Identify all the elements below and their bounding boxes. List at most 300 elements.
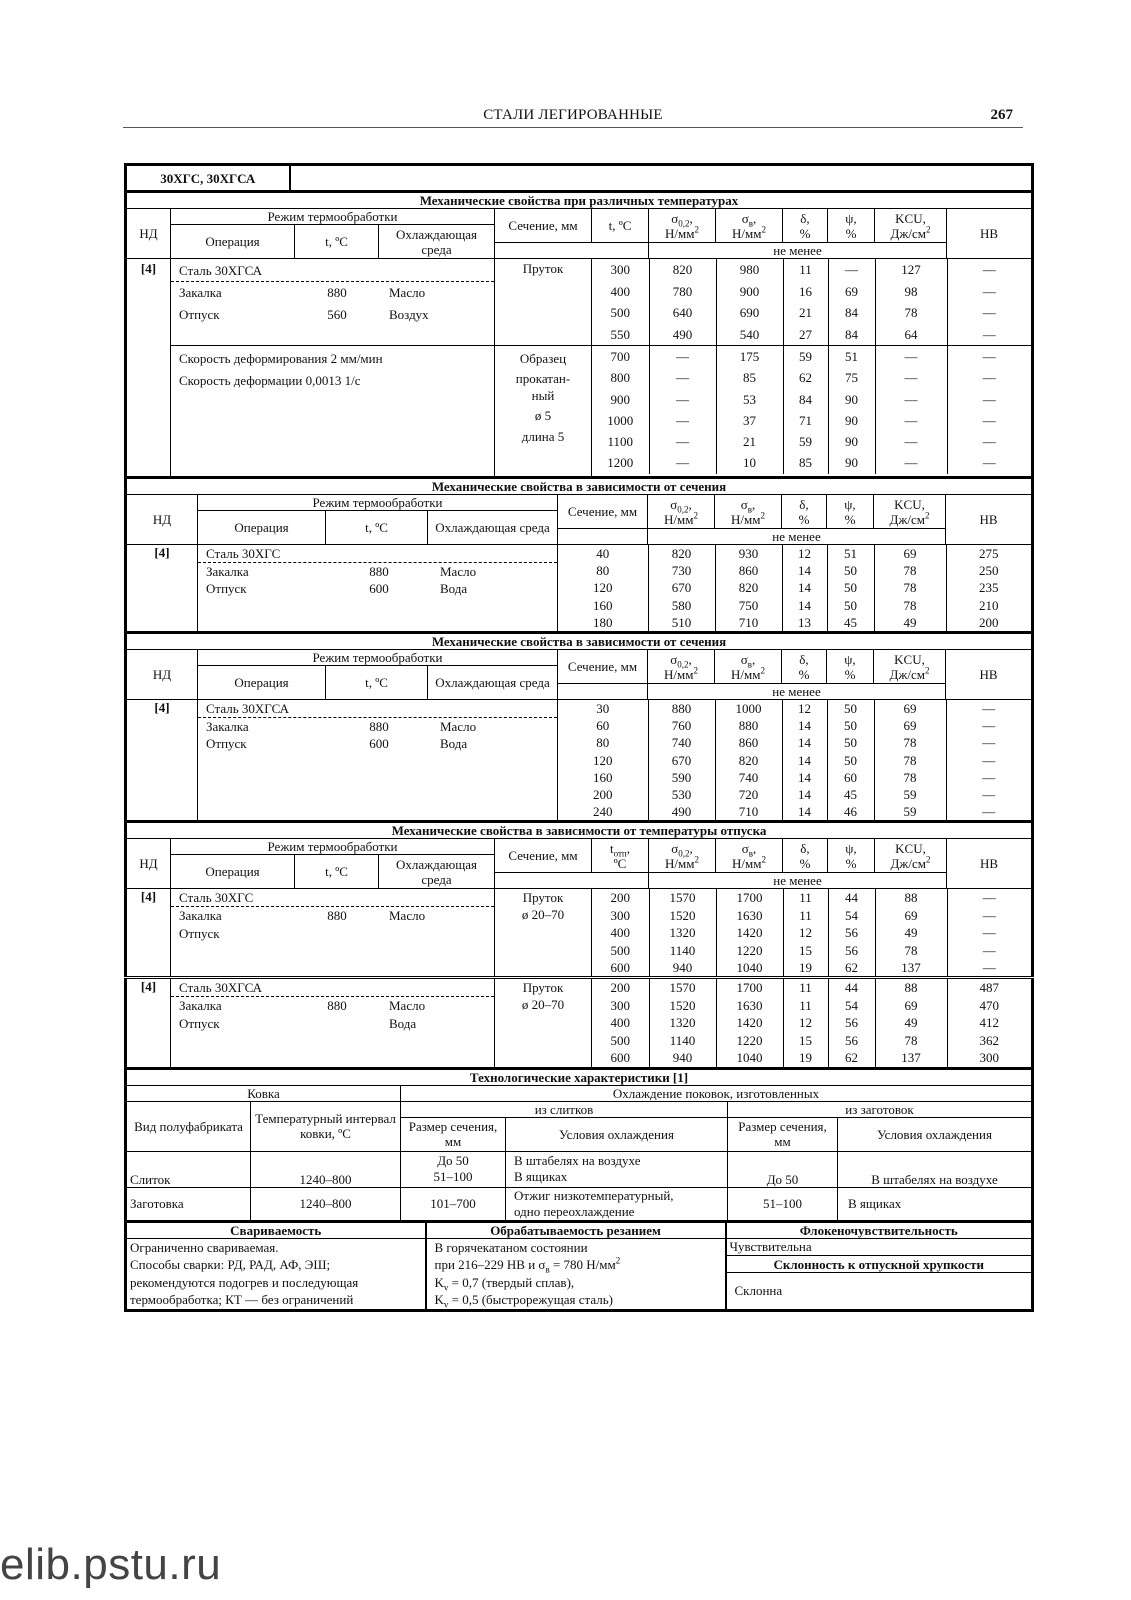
temp-quench: 880 (369, 564, 389, 579)
weld-line-2: Способы сварки: РД, РАД, АФ, ЭШ; (130, 1257, 331, 1272)
table-cell: 21 (716, 431, 783, 452)
col-sigmab: $\sigma_в$, $Н/мм^2$ (716, 839, 783, 873)
col-regime: Режим термообработки (171, 839, 495, 855)
col-hb: HB (947, 839, 1033, 889)
table-row (592, 907, 1031, 924)
table-cell: 19 (783, 959, 828, 976)
table-cell: 69 (875, 907, 947, 924)
table-cell: 1320 (649, 924, 716, 941)
bsize-1: До 50 (728, 1151, 838, 1187)
steel-name: Сталь 30ХГСА (171, 979, 494, 997)
table-cell: 300 (592, 907, 649, 924)
col-cooling: Охлаждающая среда (379, 225, 495, 259)
table-cell: 860 (715, 734, 782, 751)
table-cell: 44 (828, 889, 875, 906)
table-cell: 85 (716, 367, 783, 388)
table-row (592, 942, 1031, 959)
table-cell: — (947, 346, 1031, 367)
table-cell: 400 (592, 281, 649, 303)
table-cell: 1700 (716, 979, 783, 996)
table-row (592, 281, 1031, 303)
table-cell: 15 (783, 1032, 828, 1049)
table-cell: 1140 (649, 942, 716, 959)
table-cell: 78 (874, 752, 946, 769)
table-cell: — (946, 786, 1031, 803)
col-psi: ψ, % (828, 209, 875, 243)
table-cell: 90 (828, 389, 875, 410)
table-row (558, 769, 1031, 786)
col-section: Сечение, мм (495, 839, 592, 873)
table-cell: 78 (874, 734, 946, 751)
table-cell: 11 (783, 979, 828, 996)
mach-line-2: при 216–229 НВ и $\sigma_в = 780$ $Н/мм^2$ (434, 1255, 621, 1275)
interval-billet: 1240–800 (251, 1187, 401, 1220)
table-cell: — (828, 259, 875, 281)
table-cell: 50 (827, 752, 874, 769)
medium-temper: Вода (389, 1015, 417, 1031)
note-rate: Скорость деформирования 2 мм/мин (179, 351, 383, 366)
section-line-1: Пруток (522, 890, 564, 906)
table-row (592, 1014, 1031, 1031)
table-cell: 45 (827, 786, 874, 803)
col-kcu: KCU, $Дж/см^2$ (875, 839, 947, 873)
section-temperatures (124, 191, 1034, 477)
col-hb: HB (947, 209, 1033, 259)
mach-title: Обрабатываемость резанием (426, 1222, 726, 1239)
table-cell: 19 (783, 1049, 828, 1066)
grade-title: 30ХГС, 30ХГСА (126, 165, 290, 191)
table-cell: 720 (715, 786, 782, 803)
table-cell: 1630 (716, 907, 783, 924)
table-cell: 127 (875, 259, 947, 281)
table-cell: 54 (828, 997, 875, 1014)
kind-billet: Заготовка (126, 1187, 251, 1220)
col-conditions: Условия охлаждения (838, 1117, 1033, 1151)
table-cell: 530 (648, 786, 715, 803)
col-cooling: Охлаждающая среда (428, 511, 558, 545)
cond-4: одно переохлаждение (514, 1203, 635, 1219)
table-cell: 69 (875, 997, 947, 1014)
table-cell: 14 (782, 717, 827, 734)
table-cell: 740 (715, 769, 782, 786)
table-cell: 820 (648, 545, 715, 562)
col-minimum: не менее (648, 529, 946, 545)
table-cell: 84 (783, 389, 828, 410)
table-row (558, 597, 1031, 614)
table-cell: 1000 (715, 700, 782, 717)
table-cell: 820 (715, 579, 782, 596)
table-cell: 37 (716, 410, 783, 431)
col-minimum: не менее (649, 873, 947, 889)
table-cell: — (875, 367, 947, 388)
flake-value: Чувствительна (726, 1238, 1033, 1255)
table-cell: 51 (827, 545, 874, 562)
op-quench: Закалка (206, 564, 249, 579)
table-cell: 300 (592, 997, 649, 1014)
col-delta: δ, % (782, 495, 827, 529)
table-cell: 400 (592, 924, 649, 941)
reference: [4] (126, 545, 198, 632)
table-cell: — (649, 389, 716, 410)
section-by-section-30hgs (124, 477, 1034, 632)
table-cell: 78 (875, 1032, 947, 1049)
section-title: Механические свойства в зависимости от температуры отпуска (126, 822, 1033, 839)
table-cell: 69 (828, 281, 875, 303)
interval-ingot: 1240–800 (251, 1151, 401, 1187)
temp-temper: 600 (369, 736, 389, 752)
col-regime: Режим термообработки (198, 495, 558, 511)
col-t-test: t, ºC (592, 209, 649, 243)
table-cell: — (947, 410, 1031, 431)
table-cell: 11 (783, 907, 828, 924)
data-rows-a (592, 889, 1031, 976)
table-cell: 15 (783, 942, 828, 959)
medium-quench: Масло (440, 564, 477, 579)
table-row (558, 717, 1031, 734)
table-cell: 180 (558, 614, 648, 631)
table-cell: — (649, 431, 716, 452)
table-cell: 1000 (592, 410, 649, 431)
table-cell: 49 (875, 924, 947, 941)
table-cell: 670 (648, 579, 715, 596)
table-cell: 71 (783, 410, 828, 431)
section-title: Механические свойства в зависимости от сечения (126, 478, 1033, 495)
table-cell: 40 (558, 545, 648, 562)
table-cell: 160 (558, 769, 648, 786)
table-cell: 1420 (716, 1014, 783, 1031)
table-cell: 880 (648, 700, 715, 717)
table-cell: 200 (558, 786, 648, 803)
col-section: Сечение, мм (558, 495, 648, 529)
table-cell: 69 (874, 717, 946, 734)
table-cell: 14 (782, 786, 827, 803)
table-cell: 1570 (649, 889, 716, 906)
table-row (592, 346, 1031, 367)
table-cell: 59 (783, 431, 828, 452)
table-cell: 800 (592, 367, 649, 388)
table-cell: 540 (716, 324, 783, 346)
table-cell: 59 (874, 803, 946, 820)
mach-line-4: $K_v = 0,5$ (быстрорежущая сталь) (434, 1292, 614, 1310)
size-3: 101–700 (401, 1187, 506, 1220)
table-cell: — (875, 452, 947, 473)
table-cell: 44 (828, 979, 875, 996)
temp-quench: 880 (327, 285, 347, 300)
reference: [4] (126, 259, 171, 477)
table-cell: — (946, 769, 1031, 786)
table-cell: 21 (783, 302, 828, 324)
medium-temper: Воздух (389, 306, 429, 322)
table-cell: 50 (827, 579, 874, 596)
table-cell: 300 (947, 1049, 1031, 1066)
table-cell: — (947, 942, 1031, 959)
table-cell: 500 (592, 1032, 649, 1049)
section-line-2: ø 20–70 (521, 997, 565, 1013)
op-temper: Отпуск (179, 306, 220, 322)
temp-quench: 880 (327, 998, 347, 1014)
size-1: До 50 (437, 1153, 469, 1168)
table-cell: 11 (783, 259, 828, 281)
table-cell: — (947, 431, 1031, 452)
col-delta: δ, % (783, 839, 828, 873)
table-row (558, 734, 1031, 751)
col-minimum: не менее (649, 243, 947, 259)
table-cell: 78 (874, 562, 946, 579)
table-cell: 62 (783, 367, 828, 388)
table-cell: 980 (716, 259, 783, 281)
table-cell: 90 (828, 452, 875, 473)
section-by-section-30hgsa (124, 632, 1034, 821)
op-temper: Отпуск (206, 736, 247, 752)
steel-name: Сталь 30ХГС (171, 889, 494, 907)
table-cell: 550 (592, 324, 649, 346)
table-cell: — (649, 367, 716, 388)
col-sigma02: $\sigma_{0,2}$, $Н/мм^2$ (649, 209, 716, 243)
table-cell: 59 (874, 786, 946, 803)
table-cell: 14 (782, 769, 827, 786)
table-row (558, 579, 1031, 596)
col-operation: Операция (171, 855, 295, 889)
table-cell: 1200 (592, 452, 649, 473)
col-regime: Режим термообработки (171, 209, 495, 225)
table-cell: 200 (946, 614, 1031, 631)
col-size: Размер сечения, мм (728, 1117, 838, 1151)
table-cell: 45 (827, 614, 874, 631)
medium-quench: Масло (389, 285, 426, 300)
table-cell: 69 (874, 545, 946, 562)
col-psi: ψ, % (827, 495, 874, 529)
table-cell: 120 (558, 752, 648, 769)
temp-quench: 880 (369, 719, 389, 735)
table-cell: 275 (946, 545, 1031, 562)
temp-quench: 880 (327, 908, 347, 924)
running-title: СТАЛИ ЛЕГИРОВАННЫЕ (483, 107, 663, 123)
table-cell: 490 (648, 803, 715, 820)
table-cell: 900 (716, 281, 783, 303)
col-operation: Операция (198, 666, 326, 700)
table-cell: 53 (716, 389, 783, 410)
table-cell: 98 (875, 281, 947, 303)
table-cell: — (947, 302, 1031, 324)
section-technology (124, 1068, 1034, 1221)
table-cell: 590 (648, 769, 715, 786)
table-row (592, 302, 1031, 324)
sample-line-3: ный (531, 388, 555, 403)
table-cell: 500 (592, 302, 649, 324)
weld-title: Свариваемость (126, 1222, 426, 1239)
table-cell: 90 (828, 410, 875, 431)
table-cell: — (947, 959, 1031, 976)
col-section: Сечение, мм (495, 209, 592, 243)
op-quench: Закалка (179, 285, 222, 300)
table-cell: 78 (875, 302, 947, 324)
table-cell: 46 (827, 803, 874, 820)
table-cell: 820 (715, 752, 782, 769)
table-cell: 59 (783, 346, 828, 367)
steel-name: Сталь 30ХГСА (198, 700, 557, 718)
table-cell: 580 (648, 597, 715, 614)
table-cell: 69 (874, 700, 946, 717)
sample-line-4: ø 5 (534, 407, 552, 423)
table-cell: 900 (592, 389, 649, 410)
op-temper: Отпуск (179, 1015, 220, 1031)
table-cell: 50 (827, 597, 874, 614)
table-cell: 940 (649, 959, 716, 976)
table-cell: 860 (715, 562, 782, 579)
table-cell: 940 (649, 1049, 716, 1066)
table-cell: 12 (783, 924, 828, 941)
table-cell: 88 (875, 979, 947, 996)
col-operation: Операция (198, 511, 326, 545)
weld-line-4: термообработка; КТ — без ограничений (130, 1292, 354, 1307)
reference: [4] (126, 700, 198, 821)
col-kcu: KCU, $Дж/см^2$ (875, 209, 947, 243)
weld-line-3: рекомендуются подогрев и последующая (130, 1274, 359, 1290)
data-rows-a (592, 259, 1031, 345)
medium-quench: Масло (389, 908, 426, 924)
steel-name: Сталь 30ХГС (198, 545, 557, 563)
note-strain: Скорость деформации 0,0013 1/с (179, 372, 361, 388)
col-operation: Операция (171, 225, 295, 259)
table-cell: 50 (827, 700, 874, 717)
table-cell: — (946, 700, 1031, 717)
sample-line-2: прокатан- (515, 370, 571, 386)
table-cell: — (947, 452, 1031, 473)
col-nd: НД (126, 495, 198, 545)
table-cell: 820 (649, 259, 716, 281)
table-cell: 670 (648, 752, 715, 769)
col-sigma02: $\sigma_{0,2}$, $Н/мм^2$ (648, 495, 715, 529)
table-row (592, 431, 1031, 452)
table-cell: 49 (874, 614, 946, 631)
table-cell: 470 (947, 997, 1031, 1014)
temp-temper: 600 (369, 581, 389, 596)
col-cooling: Охлаждающая среда (428, 666, 558, 700)
cond-1: В штабелях на воздухе (514, 1153, 641, 1168)
table-cell: 412 (947, 1014, 1031, 1031)
size-2: 51–100 (433, 1169, 473, 1184)
table-cell: 710 (715, 614, 782, 631)
table-cell: 50 (827, 734, 874, 751)
table-cell: 1520 (649, 907, 716, 924)
table-cell: 12 (782, 700, 827, 717)
table-cell: 490 (649, 324, 716, 346)
table-cell: 88 (875, 889, 947, 906)
table-row (592, 410, 1031, 431)
table-cell: 930 (715, 545, 782, 562)
table-cell: 235 (946, 579, 1031, 596)
data-rows (558, 545, 1031, 631)
col-from-billets: из заготовок (728, 1101, 1033, 1117)
table-cell: 760 (648, 717, 715, 734)
table-cell: 730 (648, 562, 715, 579)
sample-line-1: Образец (519, 351, 567, 366)
table-cell: 487 (947, 979, 1031, 996)
table-cell: — (946, 734, 1031, 751)
table-cell: — (947, 389, 1031, 410)
col-forging: Ковка (126, 1085, 401, 1101)
kind-ingot: Слиток (126, 1151, 251, 1187)
col-t: t, ºC (295, 855, 379, 889)
table-cell: 54 (828, 907, 875, 924)
page-number: 267 (990, 107, 1013, 123)
table-cell: 640 (649, 302, 716, 324)
table-cell: — (947, 324, 1031, 346)
col-sigmab: $\sigma_в$, $Н/мм^2$ (715, 650, 782, 684)
op-quench: Закалка (179, 908, 222, 924)
table-cell: — (947, 924, 1031, 941)
table-cell: 137 (875, 1049, 947, 1066)
table-cell: 51 (828, 346, 875, 367)
table-row (592, 452, 1031, 473)
table-cell: 60 (827, 769, 874, 786)
table-cell: 1100 (592, 431, 649, 452)
col-from-ingots: из слитков (401, 1101, 728, 1117)
temper-title: Склонность к отпускной хрупкости (726, 1255, 1033, 1272)
table-row (558, 700, 1031, 717)
grade-header (124, 163, 1034, 191)
table-cell: 1320 (649, 1014, 716, 1031)
reference: [4] (126, 978, 171, 1067)
table-row (592, 1032, 1031, 1049)
col-t: t, ºC (326, 511, 428, 545)
table-cell: 85 (783, 452, 828, 473)
table-cell: 1220 (716, 942, 783, 959)
table-cell: 1040 (716, 1049, 783, 1066)
table-cell: 300 (592, 259, 649, 281)
reference: [4] (126, 889, 171, 978)
table-cell: 160 (558, 597, 648, 614)
table-cell: 78 (874, 597, 946, 614)
table-cell: 240 (558, 803, 648, 820)
table-cell: — (947, 889, 1031, 906)
table-cell: 14 (782, 752, 827, 769)
table-cell: 710 (715, 803, 782, 820)
table-cell: 175 (716, 346, 783, 367)
table-cell: 56 (828, 924, 875, 941)
table-cell: — (946, 752, 1031, 769)
section-title: Механические свойства в зависимости от сечения (126, 633, 1033, 650)
table-cell: 11 (783, 997, 828, 1014)
temper-value: Склонна (726, 1273, 1033, 1310)
table-cell: 49 (875, 1014, 947, 1031)
cond-3: Отжиг низкотемпературный, (514, 1187, 674, 1203)
section-title: Механические свойства при различных температурах (126, 192, 1033, 209)
table-row (558, 545, 1031, 562)
col-delta: δ, % (783, 209, 828, 243)
table-cell: 880 (715, 717, 782, 734)
table-cell: 780 (649, 281, 716, 303)
table-cell: 78 (875, 942, 947, 959)
table-cell: — (947, 367, 1031, 388)
col-kcu: KCU, $Дж/см^2$ (874, 650, 946, 684)
table-cell: 10 (716, 452, 783, 473)
table-cell: 200 (592, 889, 649, 906)
medium-temper: Вода (440, 736, 468, 752)
steel-name: Сталь 30ХГСА (171, 261, 494, 282)
col-kind: Вид полуфабриката (126, 1101, 251, 1151)
col-sigmab: $\sigma_в$, $Н/мм^2$ (716, 209, 783, 243)
table-cell: 250 (946, 562, 1031, 579)
table-row (592, 259, 1031, 281)
col-hb: HB (946, 495, 1033, 545)
section-properties (124, 1221, 1034, 1312)
table-cell: 12 (783, 1014, 828, 1031)
table-cell: 62 (828, 1049, 875, 1066)
table-cell: 11 (783, 889, 828, 906)
medium-quench: Масло (389, 998, 426, 1014)
table-cell: 600 (592, 1049, 649, 1066)
